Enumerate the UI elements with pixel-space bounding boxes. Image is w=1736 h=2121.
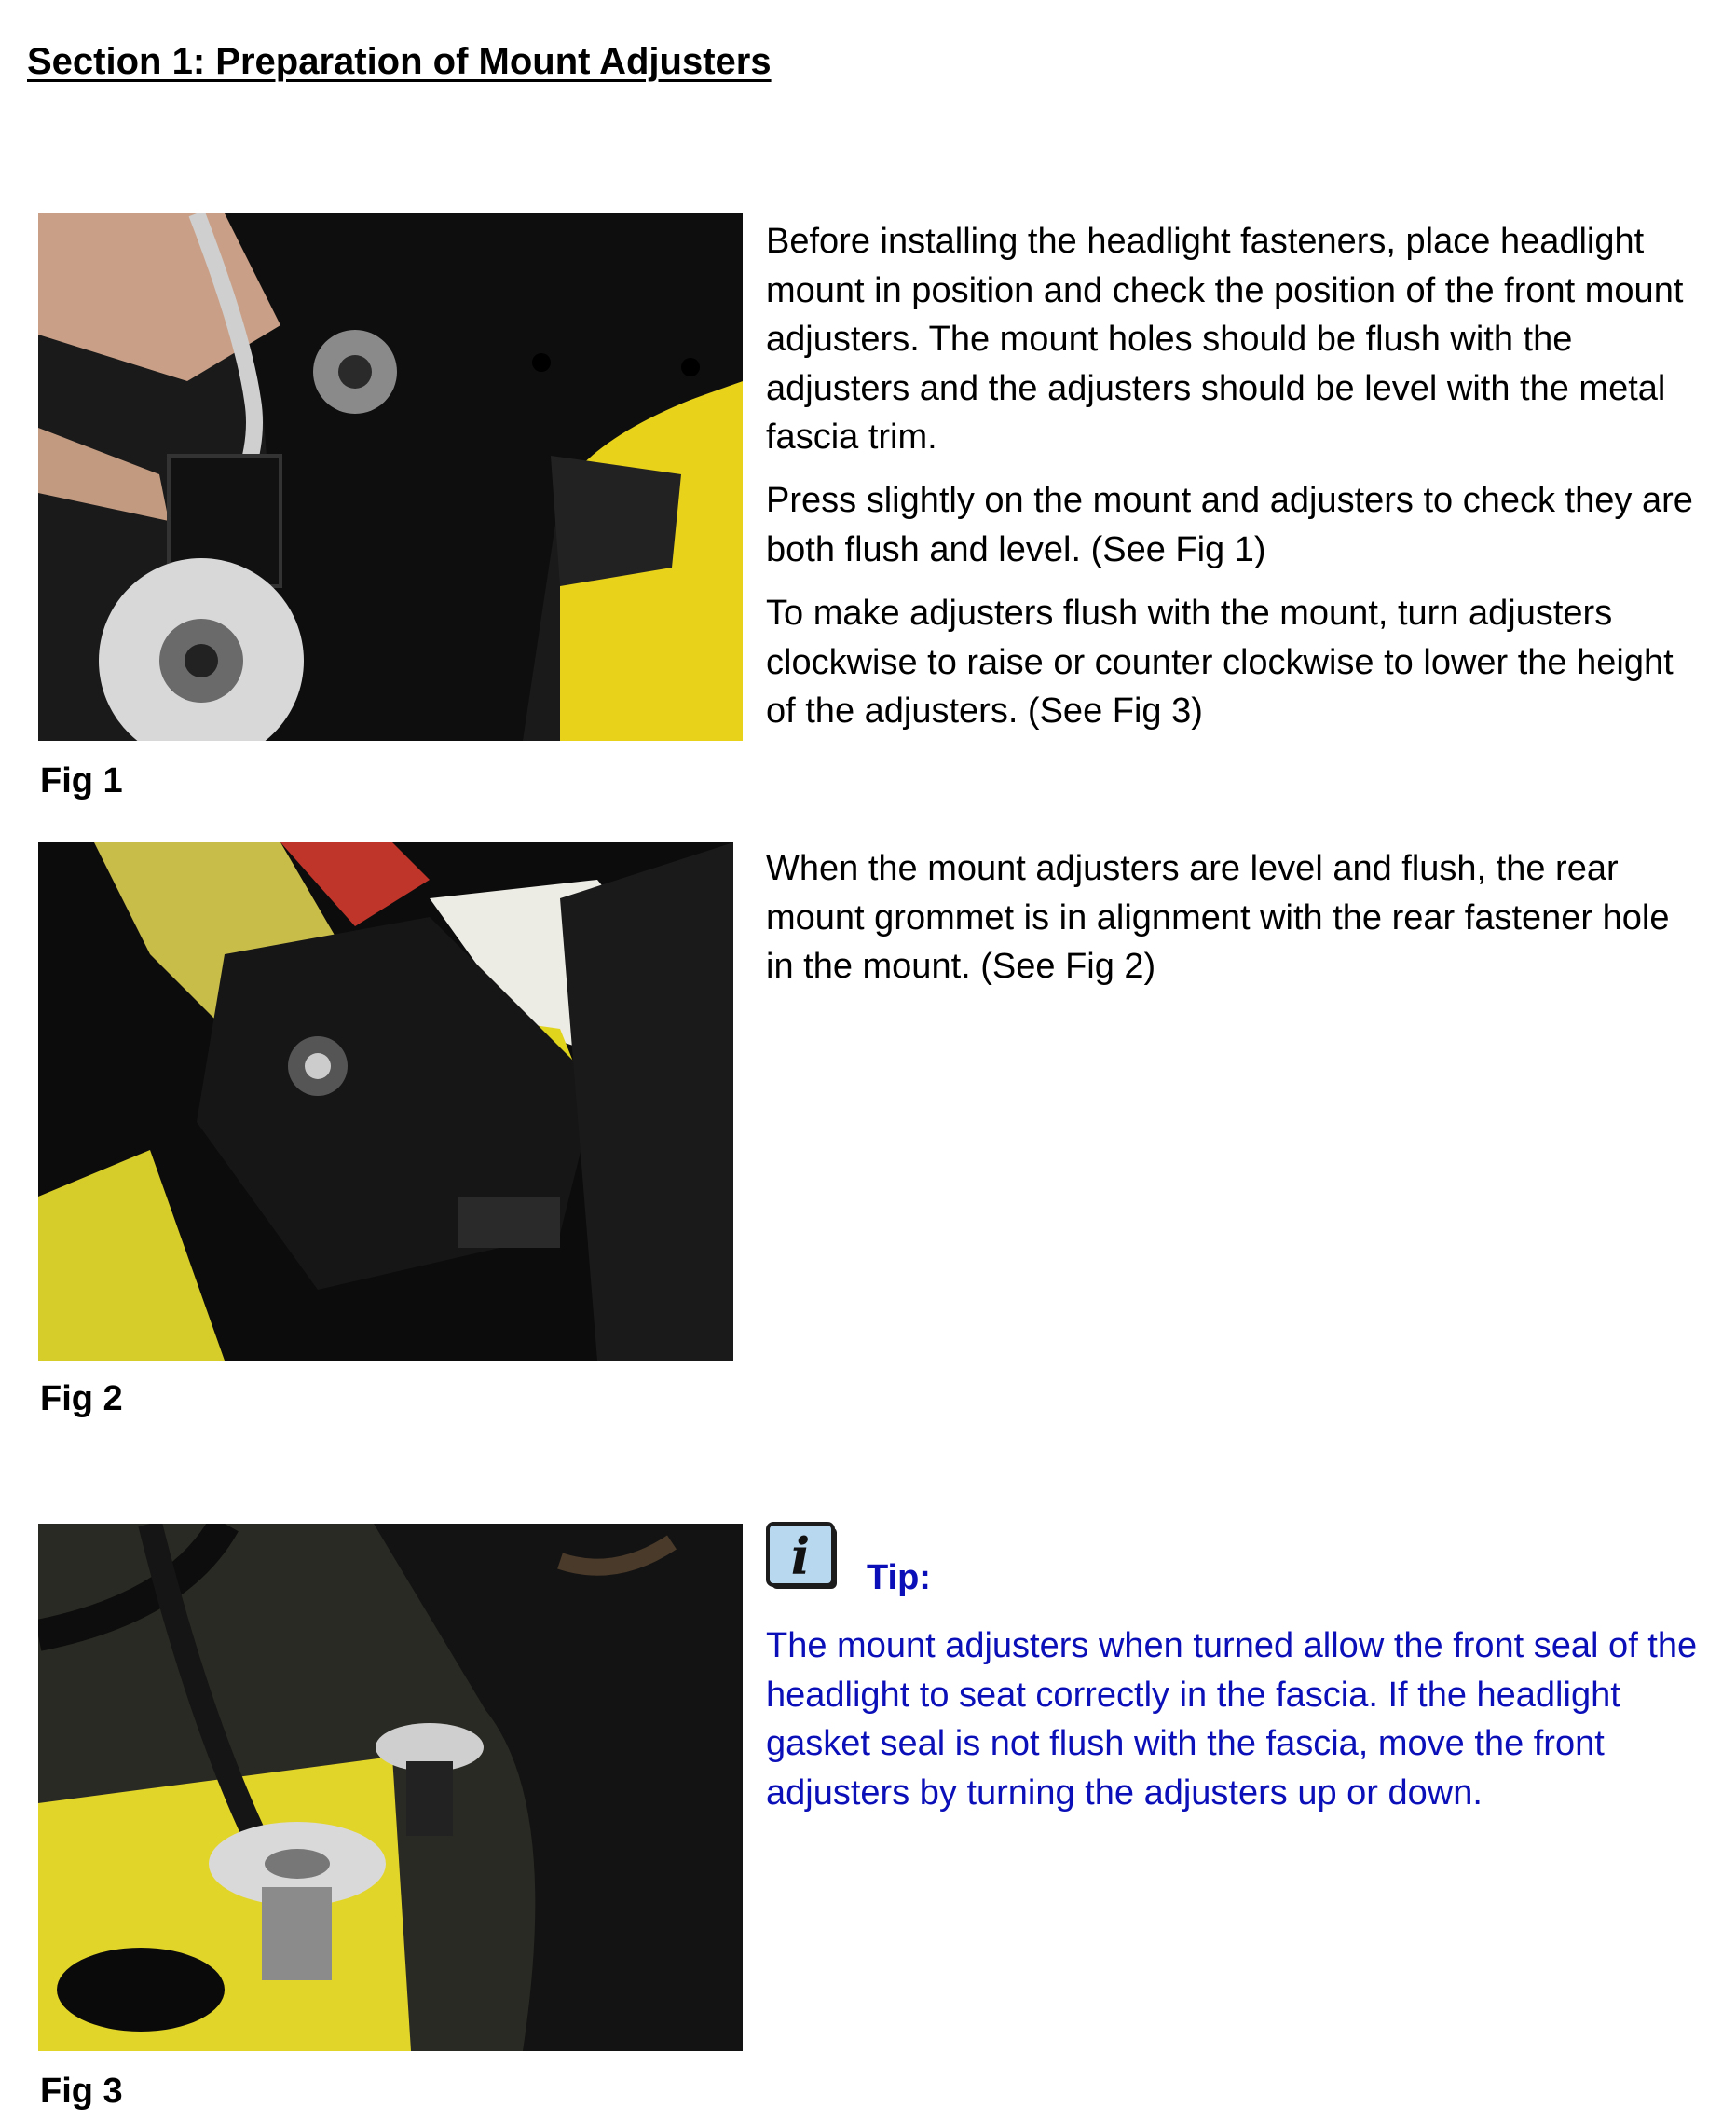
info-icon [766, 1522, 841, 1593]
section-title: Section 1: Preparation of Mount Adjusters [27, 41, 772, 82]
tip-label: Tip: [867, 1558, 931, 1597]
paragraph-check-position: Before installing the headlight fasteners, place headlight mount in position and check the position of the front mount adjusters. The mount holes should be flush with the adjusters and the adjusters should be level with the metal fascia trim. [766, 222, 1684, 457]
fig3-photo [38, 1524, 743, 2051]
paragraph-rear-grommet: When the mount adjusters are level and flush, the rear mount grommet is in alignment with the rear fastener hole in the mount. (See Fig 2) [766, 849, 1670, 986]
paragraph-turn-adjusters: To make adjusters flush with the mount, turn adjusters clockwise to raise or counter clockwise to lower the height of the adjusters. (See Fig 3) [766, 594, 1674, 731]
fig2-label: Fig 2 [40, 1379, 123, 1418]
fig2-photo [38, 842, 733, 1361]
fig3-label: Fig 3 [40, 2072, 123, 2111]
tip-text: The mount adjusters when turned allow the front seal of the headlight to seat correctly in the fascia. If the headlight gasket seal is not flush with the fascia, move the front adjusters by turning the adjusters up or down. [766, 1626, 1698, 1813]
fig1-photo [38, 213, 743, 741]
svg-text:i: i [790, 1526, 811, 1586]
paragraph-press-mount: Press slightly on the mount and adjusters to check they are both flush and level. (See Fig 1) [766, 481, 1693, 569]
fig1-label: Fig 1 [40, 761, 123, 801]
